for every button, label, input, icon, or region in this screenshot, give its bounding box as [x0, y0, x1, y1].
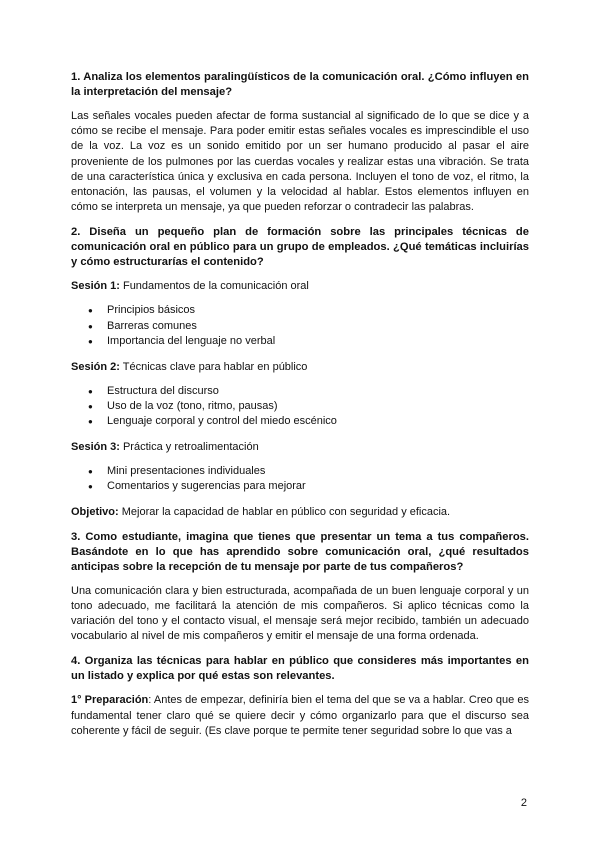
- session-3-topic: Práctica y retroalimentación: [122, 440, 259, 453]
- answer-3-paragraph: Una comunicación clara y bien estructurada, acompañada de un buen lenguaje corporal y un tono adecuado, me facilitará la atención de mis compañeros. Si aplico técnicas como la variación del tono y el contacto visual, el mensaje será mejor recibido, también un adecuado vocabulario al nivel de mis compañeros y emitir el mensaje de una forma ordenada.: [71, 584, 529, 643]
- session-1-heading: [71, 279, 529, 294]
- item-1-label: 1° Preparación: [71, 694, 149, 707]
- session-3-list: [71, 464, 529, 495]
- list-item: ● Uso de la voz (tono, ritmo, pausas): [71, 399, 529, 414]
- session-3-heading: [71, 440, 529, 455]
- session-1-list: [71, 303, 529, 349]
- question-4-heading: 4. Organiza las técnicas para hablar en público que consideres más importantes en un listado y explica por qué estas son relevantes.: [71, 655, 529, 683]
- answer-4-paragraph: [71, 693, 529, 739]
- session-2-topic: Técnicas clave para hablar en público: [122, 360, 308, 373]
- item-1-text: : Antes de empezar, definiría bien el tema del que se va a hablar. Creo que es fundamental tener claro qué se quiere decir y cómo organizarlo para que el discurso sea coherente y fácil de seguir. (Es clave porque te permite tener seguridad sobre lo que vas a: [71, 694, 529, 737]
- list-item: ● Lenguaje corporal y control del miedo escénico: [71, 414, 529, 429]
- answer-1-paragraph: Las señales vocales pueden afectar de forma sustancial al significado de lo que se dice y a cómo se recibe el mensaje. Para poder emitir estas señales vocales es imprescindible el uso de la voz. La voz es un sonido emitido por un ser humano producido al pasar el aire proveniente de los pulmones por las cuerdas vocales y realizar estas una vibración. Se trata de una característica única y exclusiva en cada persona. Incluyen el tono de voz, el ritmo, la entonación, las pausas, el volumen y la velocidad al hablar. Estos elementos influyen en cómo se interpreta un mensaje, ya que pueden reforzar o contradecir las palabras.: [71, 110, 529, 214]
- list-item: ● Principios básicos: [71, 303, 529, 318]
- session-1-label: Sesión 1:: [71, 280, 120, 293]
- session-2-list: [71, 384, 529, 430]
- page-number: 2: [520, 797, 527, 809]
- list-item: ● Barreras comunes: [71, 319, 529, 334]
- objective-text: Mejorar la capacidad de hablar en público con seguridad y eficacia.: [121, 505, 451, 518]
- list-item: ● Estructura del discurso: [71, 384, 529, 399]
- question-3-heading: 3. Como estudiante, imagina que tienes que presentar un tema a tus compañeros. Basándote en lo que has aprendido sobre comunicación oral, ¿qué resultados anticipas sobre la recepción de tu mensaje por parte de tus compañeros?: [71, 530, 529, 573]
- list-item: ● Mini presentaciones individuales: [71, 464, 529, 479]
- objective-label: Objetivo:: [71, 505, 119, 518]
- session-1-topic: Fundamentos de la comunicación oral: [122, 280, 309, 293]
- list-item: ● Importancia del lenguaje no verbal: [71, 334, 529, 349]
- question-1-heading: 1. Analiza los elementos paralingüísticos de la comunicación oral. ¿Cómo influyen en la interpretación del mensaje?: [71, 71, 529, 98]
- page-content: [71, 70, 529, 749]
- session-2-label: Sesión 2:: [71, 360, 120, 373]
- session-3-label: Sesión 3:: [71, 440, 120, 453]
- session-2-heading: [71, 360, 529, 375]
- objective-line: [71, 505, 529, 520]
- list-item: ● Comentarios y sugerencias para mejorar: [71, 479, 529, 494]
- question-2-heading: 2. Diseña un pequeño plan de formación sobre las principales técnicas de comunicación oral en público para un grupo de empleados. ¿Qué temáticas incluirías y cómo estructurarías el contenido?: [71, 226, 529, 269]
